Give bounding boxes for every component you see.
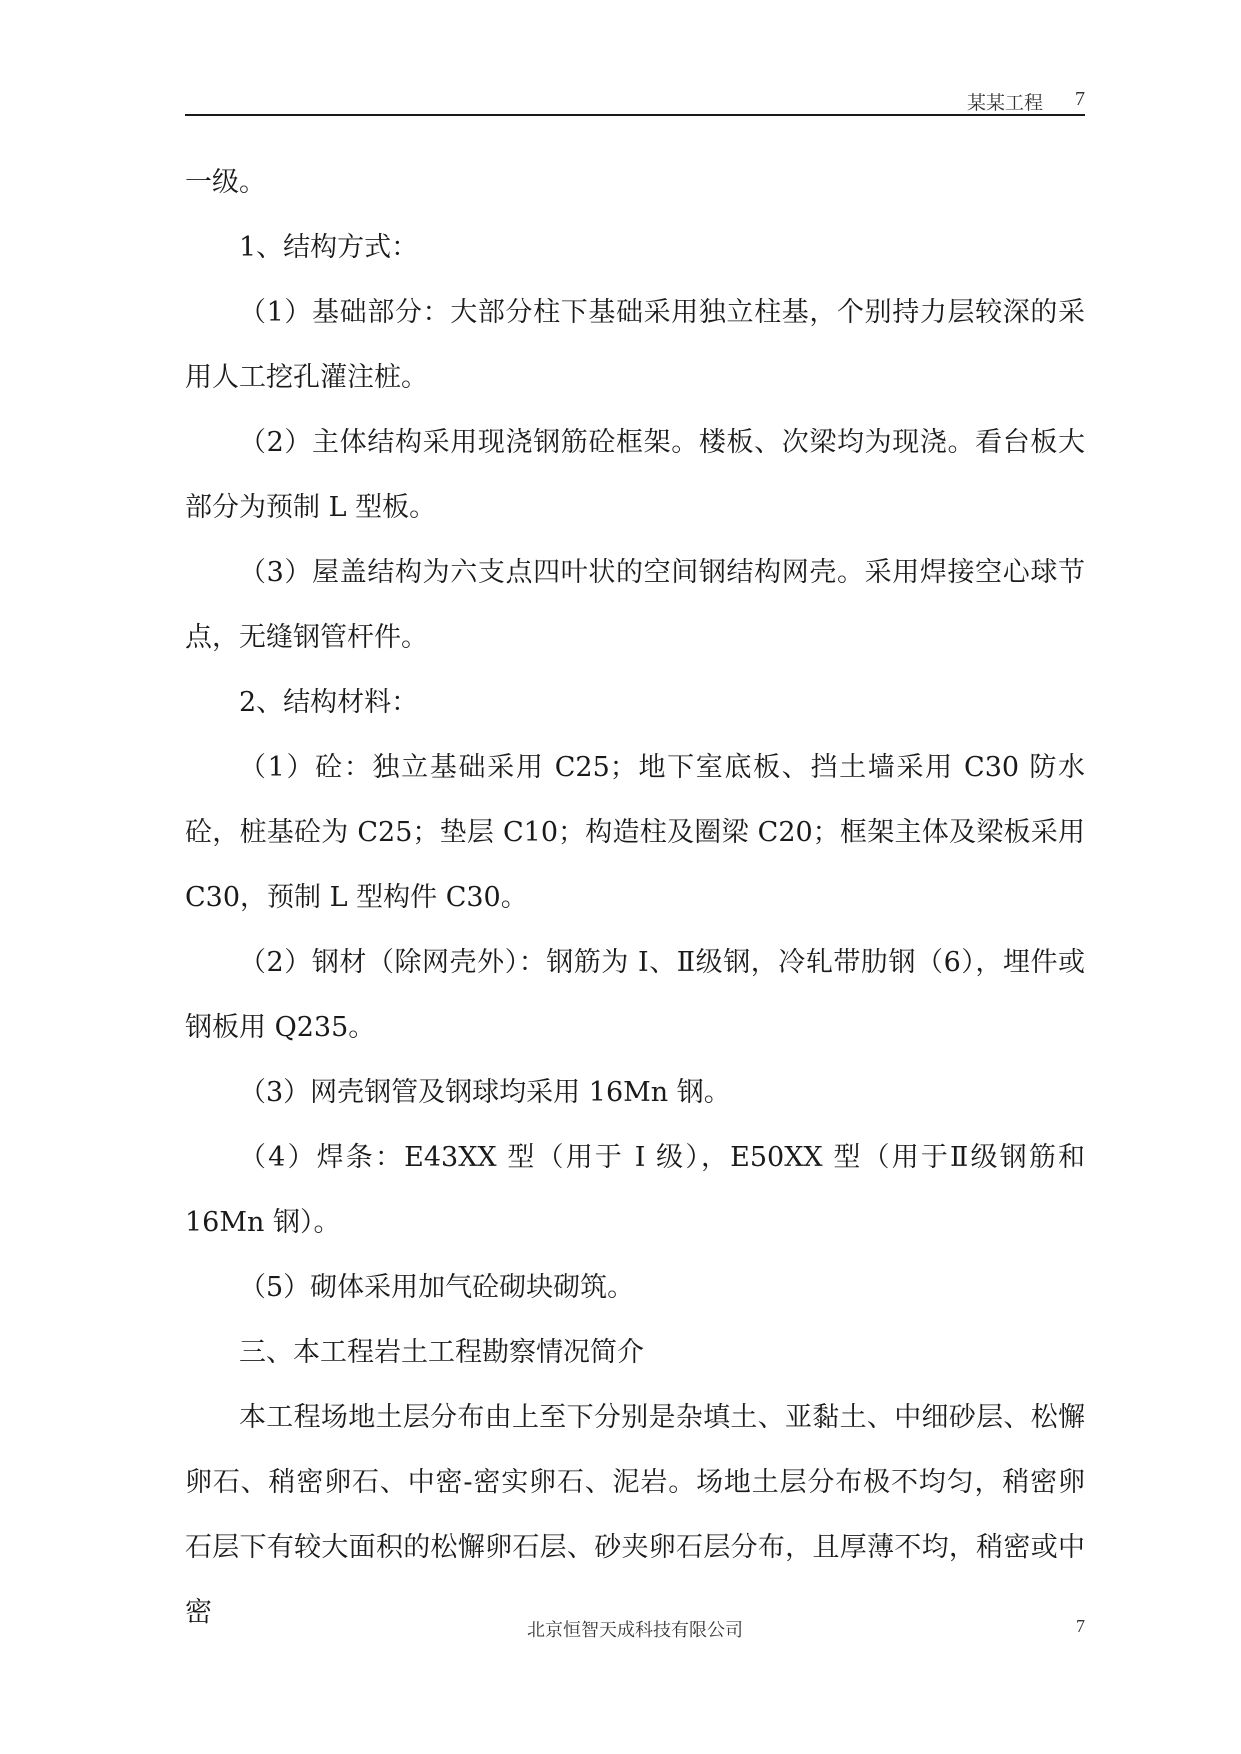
footer-company: 北京恒智天成科技有限公司 — [527, 1620, 743, 1641]
paragraph-main-structure: （2）主体结构采用现浇钢筋砼框架。楼板、次梁均为现浇。看台板大部分为预制 L 型板。 — [185, 427, 1085, 523]
paragraph-concrete: （1）砼：独立基础采用 C25；地下室底板、挡土墙采用 C30 防水砼，桩基砼为 C25；垫层 C10；构造柱及圈梁 C20；框架主体及梁板采用 C30，预制 L 型构件 C30。 — [185, 752, 1085, 913]
section-heading-structure-method: 1、结构方式： — [239, 232, 419, 263]
page-header — [185, 86, 1085, 114]
paragraph-steel: （2）钢材（除网壳外）：钢筋为 I、Ⅱ级钢，冷轧带肋钢（6），埋件或钢板用 Q235。 — [185, 947, 1085, 1043]
footer-page-number: 7 — [1076, 1616, 1085, 1636]
paragraph-continuation: 一级。 — [185, 167, 266, 198]
section-heading-structure-materials: 2、结构材料： — [239, 687, 419, 718]
header-divider — [185, 114, 1085, 116]
paragraph-masonry: （5）砌体采用加气砼砌块砌筑。 — [239, 1272, 635, 1303]
paragraph-shell-steel: （3）网壳钢管及钢球均采用 16Mn 钢。 — [239, 1077, 731, 1108]
paragraph-foundation: （1）基础部分：大部分柱下基础采用独立柱基，个别持力层较深的采用人工挖孔灌注桩。 — [185, 297, 1085, 393]
header-page-number: 7 — [1075, 88, 1085, 110]
page-footer — [185, 1616, 1085, 1642]
header-title: 某某工程 — [966, 92, 1043, 114]
paragraph-welding-rod: （4）焊条：E43XX 型（用于 I 级），E50XX 型（用于Ⅱ级钢筋和 16Mn 钢）。 — [185, 1142, 1085, 1238]
document-body — [185, 150, 1085, 1645]
paragraph-soil-layers: 本工程场地土层分布由上至下分别是杂填土、亚黏土、中细砂层、松懈卵石、稍密卵石、中密-密实卵石、泥岩。场地土层分布极不均匀，稍密卵石层下有较大面积的松懈卵石层、砂夹卵石层分布，且厚薄不均，稍密或中密 — [185, 1402, 1085, 1628]
section-heading-geotechnical: 三、本工程岩土工程勘察情况简介 — [239, 1337, 644, 1368]
paragraph-roof-structure: （3）屋盖结构为六支点四叶状的空间钢结构网壳。采用焊接空心球节点，无缝钢管杆件。 — [185, 557, 1085, 653]
